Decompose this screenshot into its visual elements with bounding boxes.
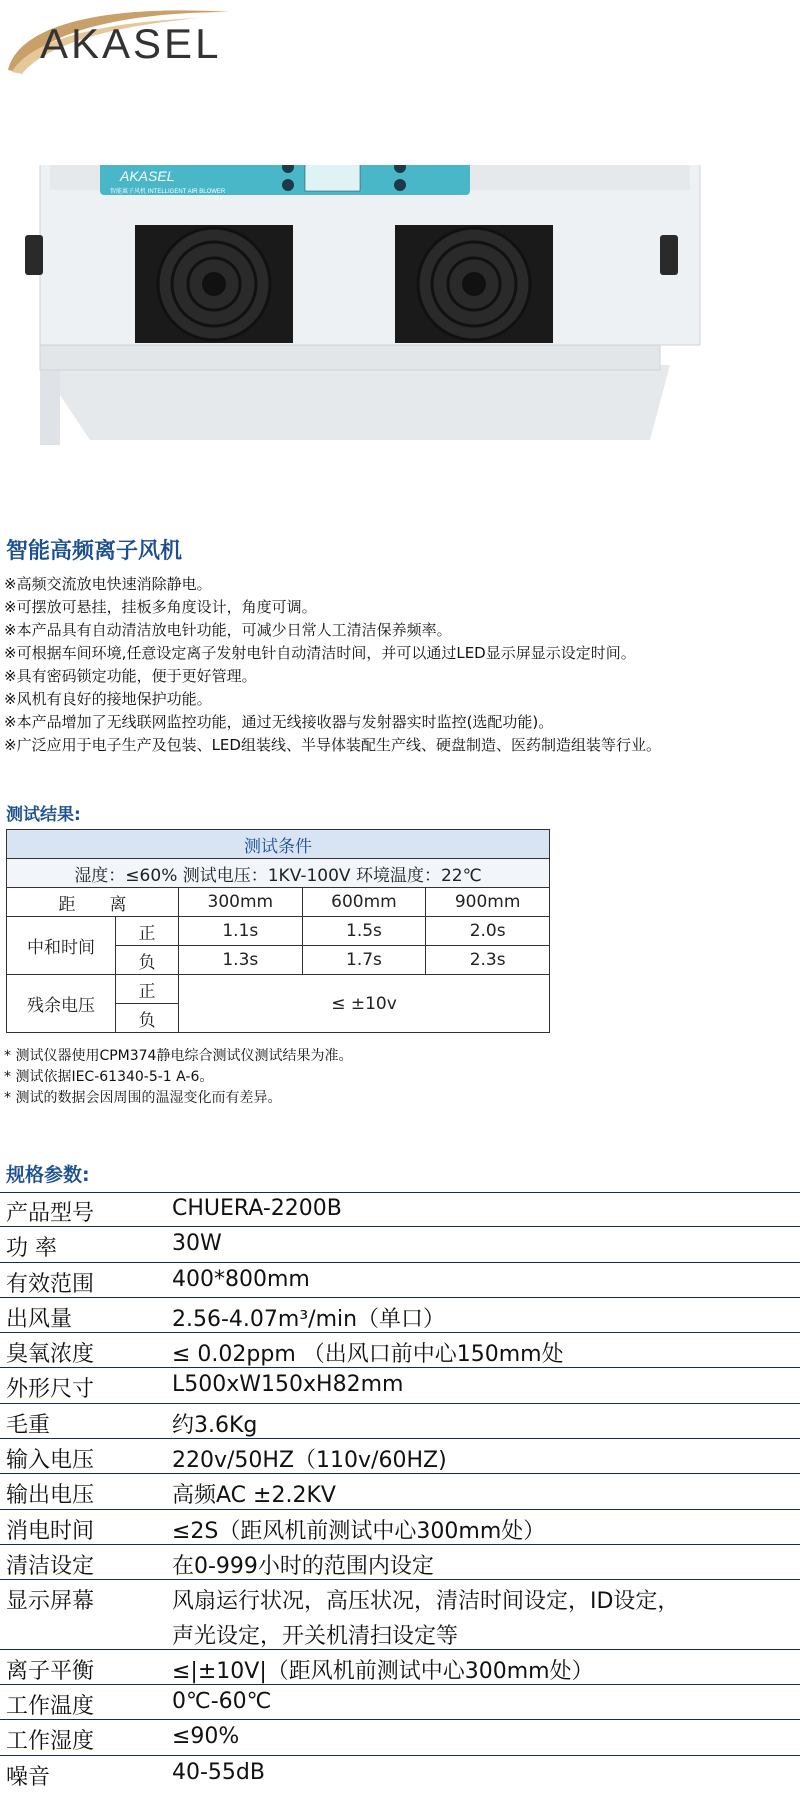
negative-value: 2.3s xyxy=(426,946,550,975)
spec-value: 声光设定，开关机清扫设定等 xyxy=(172,1623,459,1649)
spec-key: 清洁设定 xyxy=(6,1553,95,1579)
spec-key: 外形尺寸 xyxy=(6,1377,95,1403)
note-item: * 测试的数据会因周围的温湿变化而有差异。 xyxy=(4,1090,282,1106)
spec-key: 功 率 xyxy=(6,1236,57,1262)
test-notes xyxy=(4,1046,352,1109)
note-item: * 测试仪器使用CPM374静电综合测试仪测试结果为准。 xyxy=(4,1048,353,1064)
spec-value: ≤90% xyxy=(172,1724,240,1750)
spec-value: 约3.6Kg xyxy=(172,1412,258,1438)
test-conditions: 湿度：≤60% 测试电压：1KV-100V 环境温度：22℃ xyxy=(7,859,550,888)
feature-item: ※广泛应用于电子生产及包装、LED组装线、半导体装配生产线、硬盘制造、医药制造组装等行业。 xyxy=(4,736,661,754)
spec-value: 220v/50HZ（110v/60HZ) xyxy=(172,1448,447,1474)
feature-item: ※本产品增加了无线联网监控功能，通过无线接收器与发射器实时监控(选配功能)。 xyxy=(4,713,554,731)
spec-value: L500xW150xH82mm xyxy=(172,1372,404,1398)
spec-value: ≤2S（距风机前测试中心300mm处） xyxy=(172,1518,546,1544)
note-item: * 测试依据IEC-61340-5-1 A-6。 xyxy=(4,1069,214,1085)
feature-item: ※风机有良好的接地保护功能。 xyxy=(4,690,212,708)
spec-key: 毛重 xyxy=(6,1412,51,1438)
spec-row xyxy=(0,1510,800,1545)
neutral-time-label: 中和时间 xyxy=(7,917,116,975)
spec-key: 噪音 xyxy=(6,1764,51,1790)
distance-value: 900mm xyxy=(426,888,550,917)
spec-row xyxy=(0,1439,800,1474)
test-header: 测试条件 xyxy=(7,830,550,859)
spec-row xyxy=(0,1756,800,1790)
spec-key: 输出电压 xyxy=(6,1483,95,1509)
spec-row xyxy=(0,1615,800,1650)
test-results-table xyxy=(6,829,550,1033)
spec-value: 在0-999小时的范围内设定 xyxy=(172,1553,434,1579)
feature-list xyxy=(4,573,661,757)
positive-value: 2.0s xyxy=(426,917,550,946)
feature-item: ※具有密码锁定功能，便于更好管理。 xyxy=(4,667,257,685)
spec-key: 离子平衡 xyxy=(6,1658,95,1684)
spec-row xyxy=(0,1474,800,1509)
negative-label: 负 xyxy=(116,946,179,975)
spec-row xyxy=(0,1368,800,1403)
feature-item: ※高频交流放电快速消除静电。 xyxy=(4,575,212,593)
positive-label: 正 xyxy=(116,975,179,1004)
spec-value: 2.56-4.07m³/min（单口） xyxy=(172,1306,446,1332)
panel-label: 智能离子风机 INTELLIGENT AIR BLOWER xyxy=(110,189,226,195)
negative-label: 负 xyxy=(116,1004,179,1033)
positive-value: 1.5s xyxy=(302,917,426,946)
spec-key: 产品型号 xyxy=(6,1201,95,1226)
spec-row xyxy=(0,1227,800,1262)
spec-row xyxy=(0,1580,800,1614)
spec-value: 高频AC ±2.2KV xyxy=(172,1483,336,1509)
spec-row xyxy=(0,1685,800,1720)
spec-key: 输入电压 xyxy=(6,1448,95,1474)
test-section-title: 测试结果: xyxy=(6,805,81,825)
spec-key: 工作温度 xyxy=(6,1694,95,1720)
specs-table xyxy=(0,1192,800,1790)
spec-value: 风扇运行状况，高压状况，清洁时间设定，ID设定， xyxy=(172,1589,680,1615)
spec-value: 400*800mm xyxy=(172,1266,310,1292)
spec-row xyxy=(0,1545,800,1580)
spec-row xyxy=(0,1298,800,1333)
feature-item: ※本产品具有自动清洁放电针功能，可减少日常人工清洁保养频率。 xyxy=(4,621,452,639)
spec-value: ≤|±10V|（距风机前测试中心300mm处） xyxy=(172,1658,594,1684)
spec-row xyxy=(0,1333,800,1368)
positive-value: 1.1s xyxy=(179,917,303,946)
product-title: 智能高频离子风机 xyxy=(6,539,183,564)
spec-key: 有效范围 xyxy=(6,1271,95,1297)
positive-label: 正 xyxy=(116,917,179,946)
feature-item: ※可根据车间环境,任意设定离子发射电针自动清洁时间，并可以通过LED显示屏显示设定时间。 xyxy=(4,644,636,662)
spec-value: 40-55dB xyxy=(172,1759,265,1785)
distance-value: 300mm xyxy=(179,888,303,917)
negative-value: 1.7s xyxy=(302,946,426,975)
spec-key: 臭氧浓度 xyxy=(6,1342,95,1368)
spec-row xyxy=(0,1404,800,1439)
residual-voltage-value: ≤ ±10v xyxy=(179,975,550,1033)
specs-section-title: 规格参数: xyxy=(6,1164,90,1186)
spec-value: ≤ 0.02ppm （出风口前中心150mm处 xyxy=(172,1342,564,1368)
spec-row xyxy=(0,1192,800,1227)
spec-key: 出风量 xyxy=(6,1306,73,1332)
distance-value: 600mm xyxy=(302,888,426,917)
negative-value: 1.3s xyxy=(179,946,303,975)
brand-logo xyxy=(0,0,260,90)
logo-text: AKASEL xyxy=(40,20,222,67)
spec-key: 消电时间 xyxy=(6,1518,95,1544)
distance-label: 距 离 xyxy=(7,888,179,917)
panel-brand: AKASEL xyxy=(120,168,175,184)
spec-key: 工作湿度 xyxy=(6,1729,95,1755)
spec-key: 显示屏幕 xyxy=(6,1589,95,1615)
spec-value: 30W xyxy=(172,1231,222,1257)
residual-voltage-label: 残余电压 xyxy=(7,975,116,1033)
spec-row xyxy=(0,1263,800,1298)
spec-value: CHUERA-2200B xyxy=(172,1196,342,1221)
product-image xyxy=(20,165,780,445)
spec-row xyxy=(0,1650,800,1685)
feature-item: ※可摆放可悬挂，挂板多角度设计，角度可调。 xyxy=(4,598,317,616)
spec-row xyxy=(0,1720,800,1755)
spec-value: 0℃-60℃ xyxy=(172,1689,272,1715)
